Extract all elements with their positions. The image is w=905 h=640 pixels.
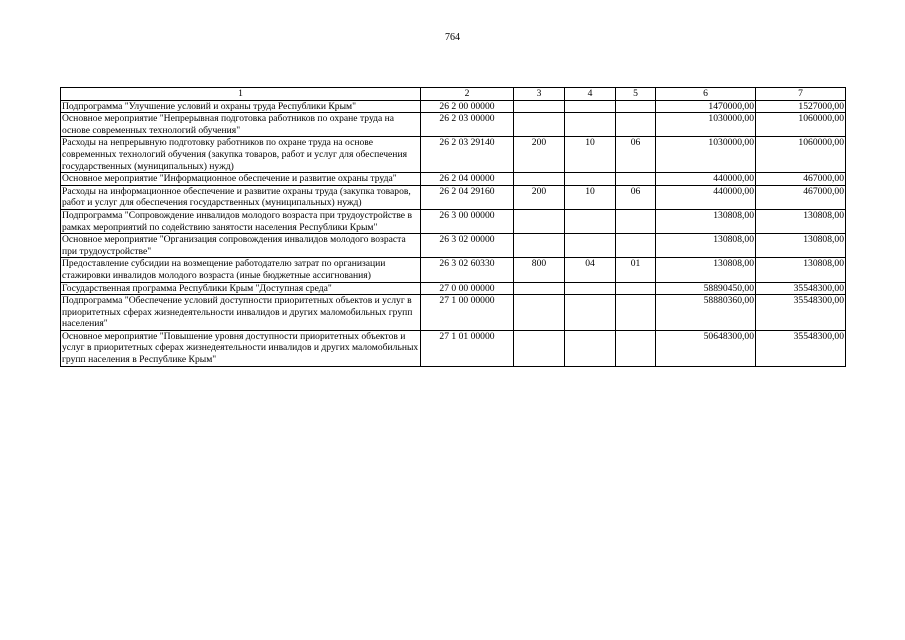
table-row	[61, 137, 846, 173]
row-col-3	[514, 113, 565, 137]
header-col-2: 2	[421, 88, 514, 101]
row-col-5	[616, 295, 656, 331]
row-col-5	[616, 100, 656, 113]
row-col-4: 10	[565, 185, 616, 209]
row-col-3	[514, 282, 565, 295]
budget-table	[60, 87, 846, 367]
row-value-7: 130808,00	[756, 258, 846, 282]
row-value-6: 1030000,00	[656, 137, 756, 173]
row-value-7: 130808,00	[756, 234, 846, 258]
row-name: Основное мероприятие "Организация сопровождения инвалидов молодого возраста при трудоустройстве"	[61, 234, 421, 258]
row-col-5: 06	[616, 137, 656, 173]
table-row	[61, 173, 846, 186]
header-col-6: 6	[656, 88, 756, 101]
row-col-5: 06	[616, 185, 656, 209]
table-row	[61, 113, 846, 137]
row-value-6: 440000,00	[656, 173, 756, 186]
row-col-4	[565, 209, 616, 233]
row-value-7: 35548300,00	[756, 330, 846, 366]
row-code: 26 2 00 00000	[421, 100, 514, 113]
row-name: Подпрограмма "Сопровождение инвалидов молодого возраста при трудоустройстве в рамках мероприятий по содействию занятости населения Республики Крым"	[61, 209, 421, 233]
row-value-7: 467000,00	[756, 185, 846, 209]
row-col-5	[616, 113, 656, 137]
row-name: Государственная программа Республики Крым "Доступная среда"	[61, 282, 421, 295]
row-col-4: 04	[565, 258, 616, 282]
row-col-3	[514, 295, 565, 331]
row-value-6: 440000,00	[656, 185, 756, 209]
row-value-6: 130808,00	[656, 234, 756, 258]
row-value-7: 35548300,00	[756, 295, 846, 331]
table-row	[61, 282, 846, 295]
row-col-4	[565, 282, 616, 295]
table-row	[61, 295, 846, 331]
table-row	[61, 330, 846, 366]
row-col-4	[565, 173, 616, 186]
row-value-6: 50648300,00	[656, 330, 756, 366]
row-name: Основное мероприятие "Информационное обеспечение и развитие охраны труда"	[61, 173, 421, 186]
row-code: 26 2 04 29160	[421, 185, 514, 209]
row-code: 26 3 02 00000	[421, 234, 514, 258]
row-value-7: 35548300,00	[756, 282, 846, 295]
row-value-6: 1030000,00	[656, 113, 756, 137]
row-code: 26 3 00 00000	[421, 209, 514, 233]
row-value-7: 1527000,00	[756, 100, 846, 113]
table-row	[61, 185, 846, 209]
header-row	[61, 88, 846, 101]
header-col-5: 5	[616, 88, 656, 101]
row-value-6: 130808,00	[656, 258, 756, 282]
row-name: Основное мероприятие "Непрерывная подготовка работников по охране труда на основе современных технологий обучения"	[61, 113, 421, 137]
row-name: Расходы на информационное обеспечение и развитие охраны труда (закупка товаров, работ и услуг для обеспечения государственных (муниципальных) нужд)	[61, 185, 421, 209]
row-code: 27 1 00 00000	[421, 295, 514, 331]
row-name: Основное мероприятие "Повышение уровня доступности приоритетных объектов и услуг в приоритетных сферах жизнедеятельности инвалидов и других маломобильных групп населения в Республике Крым"	[61, 330, 421, 366]
row-value-7: 130808,00	[756, 209, 846, 233]
row-value-7: 1060000,00	[756, 137, 846, 173]
page-number: 764	[445, 32, 460, 43]
row-code: 27 1 01 00000	[421, 330, 514, 366]
row-value-6: 58890450,00	[656, 282, 756, 295]
header-col-3: 3	[514, 88, 565, 101]
row-value-7: 1060000,00	[756, 113, 846, 137]
row-code: 26 3 02 60330	[421, 258, 514, 282]
row-code: 27 0 00 00000	[421, 282, 514, 295]
row-name: Подпрограмма "Обеспечение условий доступности приоритетных объектов и услуг в приоритетных сферах жизнедеятельности инвалидов и других маломобильных групп населения"	[61, 295, 421, 331]
row-col-4	[565, 330, 616, 366]
row-value-7: 467000,00	[756, 173, 846, 186]
table-row	[61, 234, 846, 258]
row-code: 26 2 03 00000	[421, 113, 514, 137]
row-value-6: 1470000,00	[656, 100, 756, 113]
row-col-5	[616, 282, 656, 295]
row-col-3	[514, 234, 565, 258]
row-col-3	[514, 209, 565, 233]
row-col-5: 01	[616, 258, 656, 282]
table-row	[61, 100, 846, 113]
row-col-3: 200	[514, 137, 565, 173]
header-col-7: 7	[756, 88, 846, 101]
row-name: Предоставление субсидии на возмещение работодателю затрат по организации стажировки инвалидов молодого возраста (иные бюджетные ассигнования)	[61, 258, 421, 282]
row-name: Расходы на непрерывную подготовку работников по охране труда на основе современных технологий обучения (закупка товаров, работ и услуг для обеспечения государственных (муниципальных) нужд)	[61, 137, 421, 173]
row-col-5	[616, 209, 656, 233]
row-col-3	[514, 330, 565, 366]
row-value-6: 130808,00	[656, 209, 756, 233]
row-col-4	[565, 113, 616, 137]
row-name: Подпрограмма "Улучшение условий и охраны труда Республики Крым"	[61, 100, 421, 113]
row-code: 26 2 03 29140	[421, 137, 514, 173]
row-col-3	[514, 100, 565, 113]
row-code: 26 2 04 00000	[421, 173, 514, 186]
row-col-3: 200	[514, 185, 565, 209]
row-col-5	[616, 330, 656, 366]
row-col-3: 800	[514, 258, 565, 282]
row-value-6: 58880360,00	[656, 295, 756, 331]
header-col-4: 4	[565, 88, 616, 101]
header-col-1: 1	[61, 88, 421, 101]
table-row	[61, 209, 846, 233]
row-col-4	[565, 100, 616, 113]
row-col-5	[616, 234, 656, 258]
row-col-4	[565, 234, 616, 258]
row-col-5	[616, 173, 656, 186]
table-row	[61, 258, 846, 282]
row-col-3	[514, 173, 565, 186]
row-col-4	[565, 295, 616, 331]
row-col-4: 10	[565, 137, 616, 173]
